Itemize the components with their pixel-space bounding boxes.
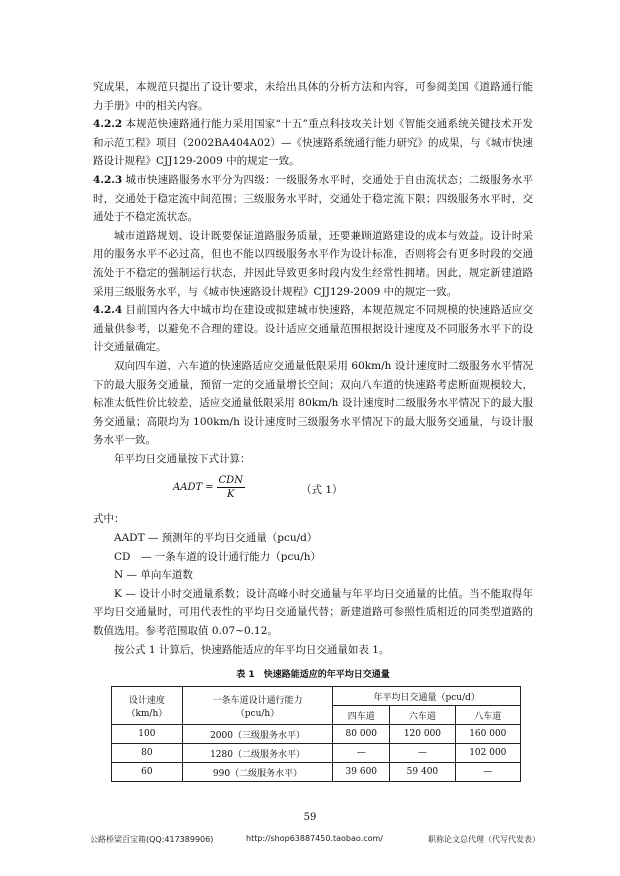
- definition-cd: CD — 一条车道的设计通行能力（pcu/h）: [114, 550, 321, 563]
- cell-6-lane: 59 400: [390, 763, 455, 782]
- paragraph: 按公式 1 计算后，快速路能适应的年平均日交通量如表 1。: [114, 643, 390, 656]
- cell-capacity: 1280（二级服务水平）: [182, 744, 333, 763]
- formula-lhs: AADT: [173, 482, 203, 494]
- section-number: 4.2.4: [93, 304, 123, 317]
- footer-left: 公路桥梁百宝箱(QQ:417389906): [90, 835, 214, 844]
- footer-right: 职称论文总代理（代写代发表）: [428, 835, 540, 844]
- cell-4-lane: 80 000: [333, 725, 390, 744]
- header-speed: 设计速度 （km/h）: [112, 687, 183, 725]
- formula-denominator: K: [227, 489, 235, 501]
- cell-capacity: 990（二级服务水平）: [182, 763, 333, 782]
- paragraph-4-2-2: [93, 115, 533, 171]
- definition-n: N — 单向车道数: [114, 569, 193, 582]
- paragraph-4-2-4: [93, 301, 533, 357]
- section-number: 4.2.3: [93, 173, 123, 186]
- cell-6-lane: —: [390, 744, 455, 763]
- cell-4-lane: —: [333, 744, 390, 763]
- paragraph-text: 城市快速路服务水平分为四级：一级服务水平时，交通处于自由流状态；二级服务水平时，交通处于稳定流中间范围；三级服务水平时，交通处于稳定流下限；四级服务水平时，交通处于不稳定流状态。: [93, 173, 533, 224]
- paragraph: 双向四车道、六车道的快速路适应交通量低限采用 60km/h 设计速度时二级服务水平情况下的最大服务交通量，预留一定的交通量增长空间；双向八车道的快速路考虑断面规模较大，标准太低性价比较差，适应交通量低限采用 80km/h 设计速度时二级服务水平情况下的最大服务交通量；高限均为 100km/h 设计速度时三级服务水平情况下的最大服务交通量，与设计服务水平一致。: [93, 359, 533, 447]
- cell-8-lane: 160 000: [455, 725, 520, 744]
- cell-8-lane: —: [455, 763, 520, 782]
- cell-speed: 80: [112, 744, 183, 763]
- cell-8-lane: 102 000: [455, 744, 520, 763]
- table-row: [112, 763, 521, 782]
- paragraph-text: 目前国内各大中城市均在建设或拟建城市快速路，本规范规定不同规模的快速路适应交通量供参考，以避免不合理的建设。设计适应交通量范围根据设计速度及不同服务水平下的设计交通量确定。: [93, 304, 533, 354]
- header-8-lane: 八车道: [455, 706, 520, 725]
- cell-4-lane: 39 600: [333, 763, 390, 782]
- cell-6-lane: 120 000: [390, 725, 455, 744]
- header-6-lane: 六车道: [390, 706, 455, 725]
- formula-equals: =: [205, 482, 214, 494]
- where-label: 式中：: [93, 513, 125, 526]
- paragraph: 城市道路规划、设计既要保证道路服务质量，还要兼顾道路建设的成本与效益。设计时采用的服务水平不必过高，但也不能以四级服务水平作为设计标准，否则将会有更多时段的交通流处于不稳定的强制运行状态，并因此导致更多时段内发生经常性拥堵。因此，规定新建道路采用三级服务水平，与《城市快速路设计规程》CJJ129-2009 中的规定一致。: [93, 229, 533, 298]
- table-row: [112, 744, 521, 763]
- cell-capacity: 2000（三级服务水平）: [182, 725, 333, 744]
- cell-speed: 60: [112, 763, 183, 782]
- formula-block: [93, 470, 533, 510]
- definition-aadt: AADT — 预测年的平均日交通量（pcu/d）: [114, 532, 318, 545]
- definition-k: K — 设计小时交通量系数；设计高峰小时交通量与年平均日交通量的比值。当不能取得年平均日交通量时，可用代表性的平均日交通量代替；新建道路可参照性质相近的同类型道路的数值选用。参考范围取值 0.07~0.12。: [93, 587, 533, 638]
- section-number: 4.2.2: [93, 118, 123, 131]
- table-row: [112, 725, 521, 744]
- paragraph: 年平均日交通量按下式计算：: [114, 452, 251, 465]
- formula: [173, 474, 245, 501]
- aadt-table: [111, 686, 521, 782]
- paragraph-4-2-3: [93, 171, 533, 227]
- formula-fraction: [217, 474, 245, 501]
- footer-center: http://shop63887450.taobao.com/: [246, 834, 383, 843]
- paragraph: 究成果，本规范只提出了设计要求，未给出具体的分析方法和内容，可参阅美国《道路通行能力手册》中的相关内容。: [93, 81, 533, 112]
- footer: [0, 834, 620, 854]
- body-text: [93, 78, 533, 782]
- cell-speed: 100: [112, 725, 183, 744]
- table-header-row: [112, 687, 521, 706]
- paragraph-text: 本规范快速路通行能力采用国家“十五”重点科技攻关计划《智能交通系统关键技术开发和示范工程》项目（2002BA404A02）—《快速路系统通行能力研究》的成果，与《城市快速路设计规程》CJJ129-2009 中的规定一致。: [93, 118, 534, 168]
- formula-tag: （式 1）: [301, 484, 343, 497]
- table-caption: 表 1 快速路能适应的年平均日交通量: [236, 670, 390, 681]
- header-capacity: 一条车道设计通行能力 （pcu/h）: [182, 687, 333, 725]
- header-4-lane: 四车道: [333, 706, 390, 725]
- formula-numerator: CDN: [218, 475, 243, 487]
- header-aadt: 年平均日交通量（pcu/d）: [333, 687, 521, 706]
- page-number: 59: [303, 812, 317, 823]
